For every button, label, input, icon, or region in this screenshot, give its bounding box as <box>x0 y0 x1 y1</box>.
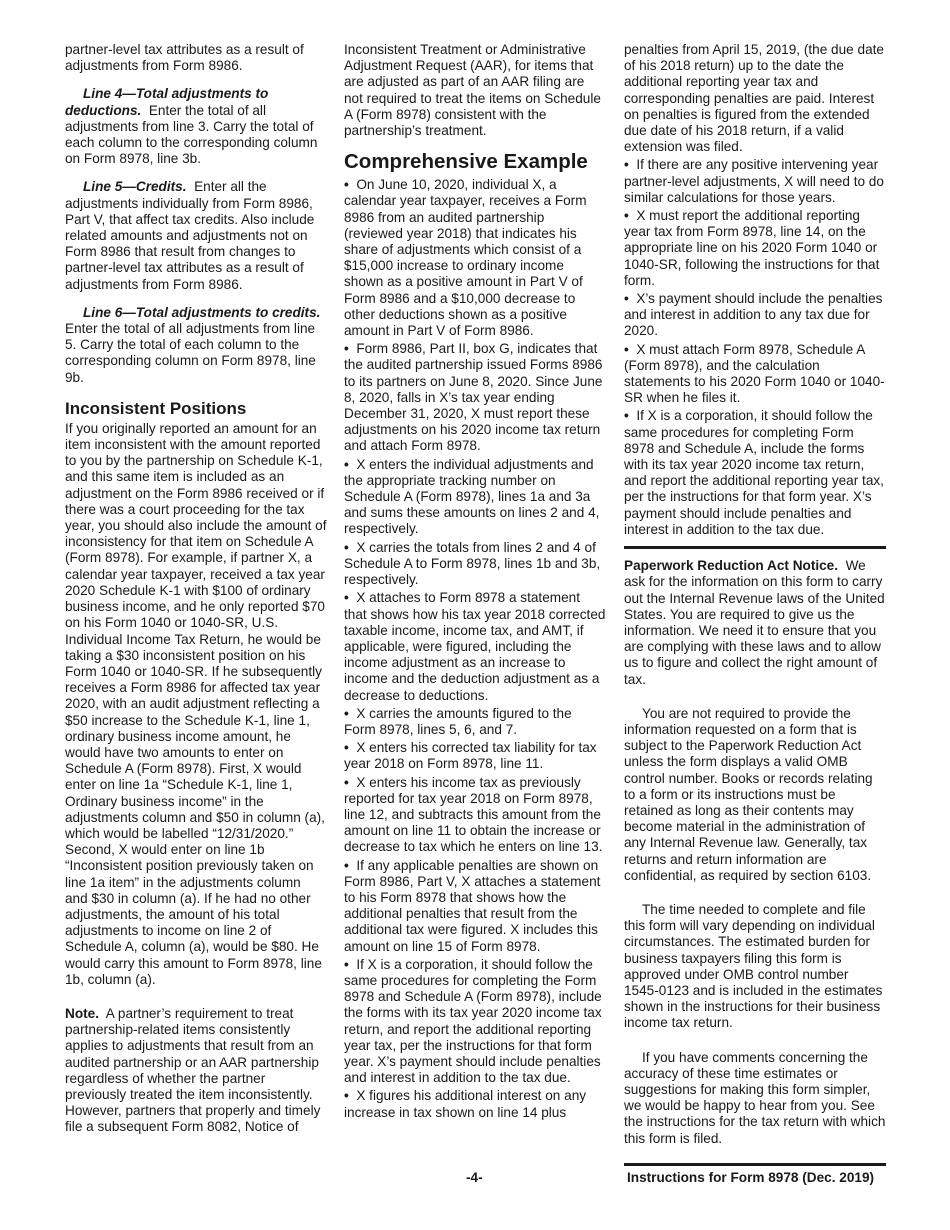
footer-title: Instructions for Form 8978 (Dec. 2019) <box>627 1170 875 1185</box>
paragraph-continued: penalties from April 15, 2019, (the due date of his 2018 return) up to the date the additional reporting year tax and corresponding penalties are paid. Interest on penalties is figured from the extended due date of his 2018 return, if a valid extension was filed. <box>624 42 884 155</box>
paperwork-notice-paragraph-3: The time needed to complete and file this form will vary depending on individual circumstances. The estimated burden for business taxpayers filing this form is approved under OMB control number 1545-0123 and is included in the estimates shown in the instructions for their business income tax return. <box>624 901 883 1031</box>
bullet-icon: • <box>624 291 629 307</box>
line5-paragraph <box>65 179 327 292</box>
list-item <box>624 157 886 206</box>
list-item-text: X must report the additional reporting year tax from Form 8978, line 14, on the appropriate line on his 2020 Form 1040 or 1040-SR, following the instructions for that form. <box>624 208 880 288</box>
bullet-icon: • <box>344 956 349 972</box>
list-item <box>624 342 886 407</box>
line4-paragraph <box>65 86 327 167</box>
list-item-text: X enters the individual adjustments and the appropriate tracking number on Schedule A (Form 8978), lines 1a and 3a and sums these amounts on lines 2 and 4, respectively. <box>344 456 600 537</box>
list-item <box>344 457 606 538</box>
column-right <box>624 42 886 1166</box>
bullet-icon: • <box>344 774 349 790</box>
column-middle <box>344 42 606 1121</box>
bullet-icon: • <box>344 1088 349 1104</box>
paperwork-notice-heading: Paperwork Reduction Act Notice. <box>624 558 839 574</box>
list-item-text: If X is a corporation, it should follow the same procedures for completing the Form 8978 and Schedule A (Form 8978), include the forms with its tax year 2020 income tax return, and report the additional reporting year tax, per the instructions for that form year. X’s payment should include penalties and interest in addition to the tax due. <box>344 956 602 1086</box>
page-number: -4- <box>466 1170 483 1185</box>
list-item-text: Form 8986, Part II, box G, indicates that the audited partnership issued Forms 8986 to its partners on June 8, 2020. Since June 8, 2020, falls in X’s tax year ending December 31, 2020, X must report these adjustments on his 2020 income tax return and attach Form 8978. <box>344 341 603 454</box>
line5-text: Enter all the adjustments individually from Form 8986, Part V, that affect tax credits. Also include related amounts and adjustments not on Form 8986 that result from changes to partner-level tax attributes as a result of adjustments from Form 8986. <box>65 179 315 292</box>
list-item <box>344 957 606 1087</box>
note-heading: Note. <box>65 1005 99 1021</box>
bullet-icon: • <box>344 341 349 357</box>
bullet-icon: • <box>344 705 349 721</box>
paragraph-continued: Inconsistent Treatment or Administrative Adjustment Request (AAR), for items that are adjusted as part of an AAR filing are not required to treat the items on Schedule A (Form 8978) consistent with the partnership’s treatment. <box>344 42 601 139</box>
list-item-text: X’s payment should include the penalties and interest in addition to any tax due for 2020. <box>624 291 883 339</box>
list-item-text: If X is a corporation, it should follow the same procedures for completing Form 8978 and Schedule A, include the forms with its tax year 2020 income tax return, and report the additional reporting year tax, per the instructions for that form year. X’s payment should include penalties and interest in addition to the tax due. <box>624 408 884 537</box>
bullet-icon: • <box>344 590 349 606</box>
bullet-icon: • <box>344 857 349 873</box>
bullet-icon: • <box>624 408 629 424</box>
list-item <box>344 177 606 339</box>
paperwork-notice-paragraph-4: If you have comments concerning the accuracy of these time estimates or suggestions for making this form simpler, we would be happy to hear from you. See the instructions for the tax return with which this form is filed. <box>624 1049 886 1146</box>
list-item-text: X enters his income tax as previously reported for tax year 2018 on Form 8978, line 12, and subtracts this amount from the amount on line 11 to obtain the increase or decrease to tax which he enters on line 13. <box>344 774 603 855</box>
list-item <box>344 341 606 454</box>
list-item-text: If any applicable penalties are shown on Form 8986, Part V, X attaches a statement to his Form 8978 that shows how the additional penalties that result from the additional tax were figured. X includes this amount on line 15 of Form 8978. <box>344 857 601 954</box>
line6-heading: Line 6—Total adjustments to credits. <box>83 304 321 320</box>
inconsistent-positions-text: If you originally reported an amount for an item inconsistent with the amount reported to you by the partnership on Schedule K-1, and this same item is included as an adjustment on the Form 8986 received or if there was a court proceeding for the tax year, you should also include the amount of inconsistency for that item on Schedule A (Form 8978). For example, if partner X, a calendar year taxpayer, received a tax year 2020 Schedule K-1 with $100 of ordinary business income, and he only reported $70 on his Form 1040 or 1040-SR, U.S. Individual Income Tax Return, he would be taking a $30 inconsistent position on his Form 1040 or 1040-SR. If he subsequently receives a Form 8986 for affected tax year 2020, with an audit adjustment reflecting a $50 increase to the Schedule K-1, line 1, ordinary business income amount, he would have two amounts to enter on Schedule A (Form 8978). First, X would enter on line 1a “Schedule K-1, line 1, Ordinary business income” in the adjustments column and $50 in column (a), which would be labelled “12/31/2020.” Second, X would enter on line 1b “Inconsistent position previously taken on line 1a item” in the adjustments column and $30 in column (a). If he had no other adjustments, the amount of his total adjustments to income on line 2 of Schedule A, column (a), would be $80. He would carry this amount to Form 8978, line 1b, column (a). <box>65 420 327 987</box>
list-item-text: If there are any positive intervening year partner-level adjustments, X will need to do similar calculations for those years. <box>624 157 884 205</box>
list-item-text: On June 10, 2020, individual X, a calendar year taxpayer, receives a Form 8986 from an audited partnership (reviewed year 2018) that indicates his share of adjustments which consist of a $15,000 increase to ordinary income shown as a positive amount in Part V of Form 8986 and a $10,000 decrease to other deductions shown as a positive amount in Part V of Form 8986. <box>344 177 587 339</box>
line5-heading: Line 5—Credits. <box>83 179 187 195</box>
bullet-icon: • <box>624 341 629 357</box>
bullet-icon: • <box>344 539 349 555</box>
list-item <box>624 291 886 340</box>
list-item <box>624 208 886 289</box>
line6-text: Enter the total of all adjustments from line 5. Carry the total of each column to the corresponding column on Form 8978, line 9b. <box>65 321 316 385</box>
line6-paragraph <box>65 305 327 386</box>
list-item-text: X carries the amounts figured to the Form 8978, lines 5, 6, and 7. <box>344 705 572 737</box>
bullet-icon: • <box>624 208 629 224</box>
paperwork-notice-text: We ask for the information on this form to carry out the Internal Revenue laws of the United States. You are required to give us the information. We need it to ensure that you are complying with these laws and to allow us to figure and collect the right amount of tax. <box>624 558 885 687</box>
column-left <box>65 42 327 1136</box>
paperwork-notice-paragraph-2: You are not required to provide the information requested on a form that is subject to the Paperwork Reduction Act unless the form displays a valid OMB control number. Books or records relating to a form or its instructions must be retained as long as their contents may become material in the administration of any Internal Revenue law. Generally, tax returns and return information are confidential, as required by section 6103. <box>624 705 873 883</box>
list-item <box>344 706 606 738</box>
list-item <box>344 1088 606 1120</box>
list-item-text: X carries the totals from lines 2 and 4 of Schedule A to Form 8978, lines 1b and 3b, respectively. <box>344 539 601 588</box>
note-text: A partner’s requirement to treat partnership-related items consistently applies to adjustments that result from an audited partnership or an AAR partnership regardless of whether the partner previously treated the item inconsistently. However, partners that properly and timely file a subsequent Form 8082, Notice of <box>65 1005 321 1135</box>
inconsistent-positions-heading: Inconsistent Positions <box>65 398 247 418</box>
bullet-icon: • <box>624 157 629 173</box>
line4-text: Enter the total of all adjustments from line 3. Carry the total of each column to the corresponding column on Form 8978, line 3b. <box>65 102 318 167</box>
list-item-text: X figures his additional interest on any increase in tax shown on line 14 plus <box>344 1088 587 1120</box>
paperwork-notice-section <box>624 546 886 1147</box>
note-paragraph <box>65 1006 327 1136</box>
bullet-icon: • <box>344 456 349 472</box>
line4-heading: Line 4—Total adjustments to deductions. <box>65 86 269 118</box>
list-item-text: X must attach Form 8978, Schedule A (Form 8978), and the calculation statements to his 2020 Form 1040 or 1040-SR when he files it. <box>624 341 885 406</box>
bullet-icon: • <box>344 740 349 756</box>
section-end-divider <box>624 1163 886 1166</box>
comprehensive-example-heading: Comprehensive Example <box>344 150 588 174</box>
list-item <box>344 858 606 955</box>
list-item <box>344 590 606 703</box>
paperwork-notice-paragraph <box>624 558 886 688</box>
list-item <box>344 775 606 856</box>
list-item-text: X attaches to Form 8978 a statement that shows how his tax year 2018 corrected taxable income, income tax, and AMT, if applicable, were figured, including the income adjustment as an increase to income and the deduction adjustment as a decrease to deductions. <box>344 590 606 703</box>
list-item <box>344 540 606 589</box>
paragraph-continued: partner-level tax attributes as a result of adjustments from Form 8986. <box>65 42 304 74</box>
list-item <box>624 408 886 538</box>
bullet-icon: • <box>344 177 349 193</box>
list-item <box>344 740 606 772</box>
list-item-text: X enters his corrected tax liability for tax year 2018 on Form 8978, line 11. <box>344 740 597 772</box>
